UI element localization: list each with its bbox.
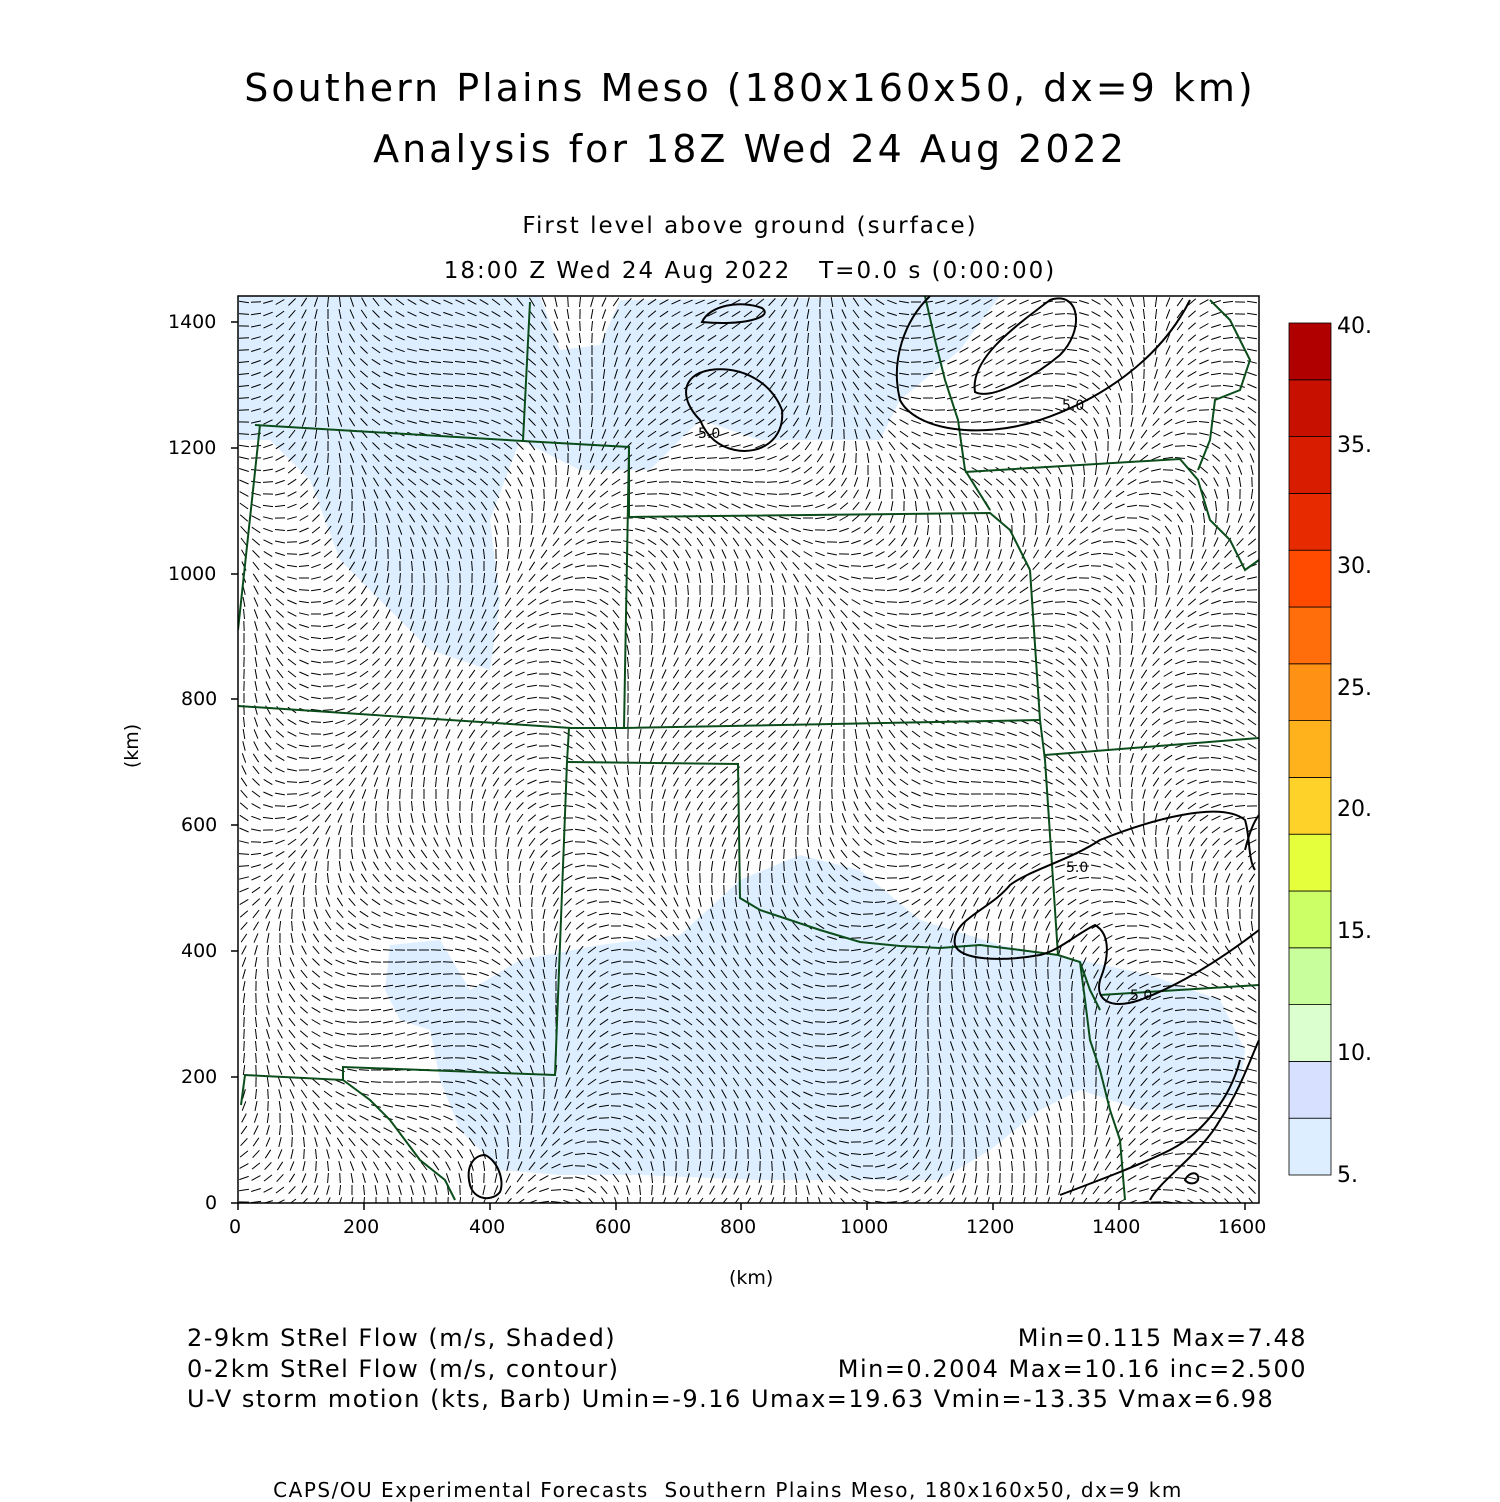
y-tick-label: 1000: [168, 563, 217, 585]
shaded-flow-layer: [238, 296, 1245, 1180]
x-tick-label: 200: [343, 1216, 380, 1238]
footer-shaded-stats: Min=0.115 Max=7.48: [1017, 1324, 1307, 1352]
color-scale-bar: [1289, 323, 1331, 1175]
footer-barb-stats: U-V storm motion (kts, Barb) Umin=-9.16 Umax=19.63 Vmin=-13.35 Vmax=6.98: [187, 1385, 1275, 1413]
colorbar-swatch: [1289, 777, 1331, 834]
colorbar-swatch: [1289, 607, 1331, 664]
colorbar-swatch: [1289, 323, 1331, 380]
level-label: First level above ground (surface): [522, 213, 978, 239]
colorbar-swatch: [1289, 1061, 1331, 1118]
colorbar-swatch: [1289, 437, 1331, 494]
x-tick-label: 1200: [966, 1216, 1015, 1238]
y-tick-label: 400: [181, 940, 218, 962]
shaded-region-south: [385, 855, 1245, 1180]
x-tick-label: 600: [595, 1216, 632, 1238]
y-tick-label: 200: [181, 1066, 218, 1088]
colorbar-label: 35.: [1337, 433, 1372, 458]
x-tick-label: 1600: [1218, 1216, 1267, 1238]
colorbar-swatch: [1289, 834, 1331, 891]
footer-credit: CAPS/OU Experimental Forecasts Southern Plains Meso, 180x160x50, dx=9 km: [273, 1478, 1183, 1502]
footer-shaded-label: 2-9km StRel Flow (m/s, Shaded): [187, 1324, 617, 1352]
map-title: Southern Plains Meso (180x160x50, dx=9 km): [244, 66, 1256, 110]
colorbar-swatch: [1289, 664, 1331, 721]
colorbar-swatch: [1289, 891, 1331, 948]
boundary-missouri-arkansas: [1045, 738, 1259, 755]
colorbar-swatch: [1289, 550, 1331, 607]
colorbar-swatch: [1289, 1118, 1331, 1175]
colorbar-label: 30.: [1337, 554, 1372, 579]
colorbar-label: 40.: [1337, 314, 1372, 339]
colorbar-label: 10.: [1337, 1041, 1372, 1066]
y-tick-label: 1400: [168, 311, 217, 333]
colorbar-swatch: [1289, 1005, 1331, 1062]
contour-label: 5.0: [1066, 860, 1089, 876]
map-subtitle-time: Analysis for 18Z Wed 24 Aug 2022: [373, 127, 1127, 171]
x-tick-label: 1400: [1092, 1216, 1141, 1238]
boundary-kansas-missouri: [1030, 570, 1058, 955]
x-tick-label: 800: [720, 1216, 757, 1238]
contour-label: 5.0: [1130, 988, 1153, 1004]
boundary-iowa-missouri: [965, 459, 1259, 570]
x-tick-label: 400: [469, 1216, 506, 1238]
colorbar-swatch: [1289, 380, 1331, 437]
y-tick-label: 1200: [168, 437, 217, 459]
x-tick-label: 0: [229, 1216, 242, 1238]
colorbar-label: 5.: [1337, 1163, 1358, 1188]
y-tick-label: 800: [181, 688, 218, 710]
x-axis-unit: (km): [729, 1267, 774, 1289]
y-axis-unit: (km): [121, 723, 144, 769]
colorbar-swatch: [1289, 721, 1331, 778]
colorbar-label: 25.: [1337, 676, 1372, 701]
contour-label: 5.0: [1062, 398, 1085, 414]
colorbar-swatch: [1289, 493, 1331, 550]
y-tick-label: 0: [205, 1192, 218, 1214]
contour-label: 5.0: [698, 426, 721, 442]
boundary-kansas-oklahoma: [571, 720, 1040, 728]
colorbar-label: 15.: [1337, 919, 1372, 944]
y-tick-label: 600: [181, 814, 218, 836]
valid-time-label: 18:00 Z Wed 24 Aug 2022 T=0.0 s (0:00:00): [443, 258, 1057, 284]
x-tick-label: 1000: [840, 1216, 889, 1238]
footer-contour-stats: Min=0.2004 Max=10.16 inc=2.500: [837, 1355, 1307, 1383]
colorbar-swatch: [1289, 948, 1331, 1005]
footer-contour-label: 0-2km StRel Flow (m/s, contour): [187, 1355, 620, 1383]
colorbar-label: 20.: [1337, 797, 1372, 822]
